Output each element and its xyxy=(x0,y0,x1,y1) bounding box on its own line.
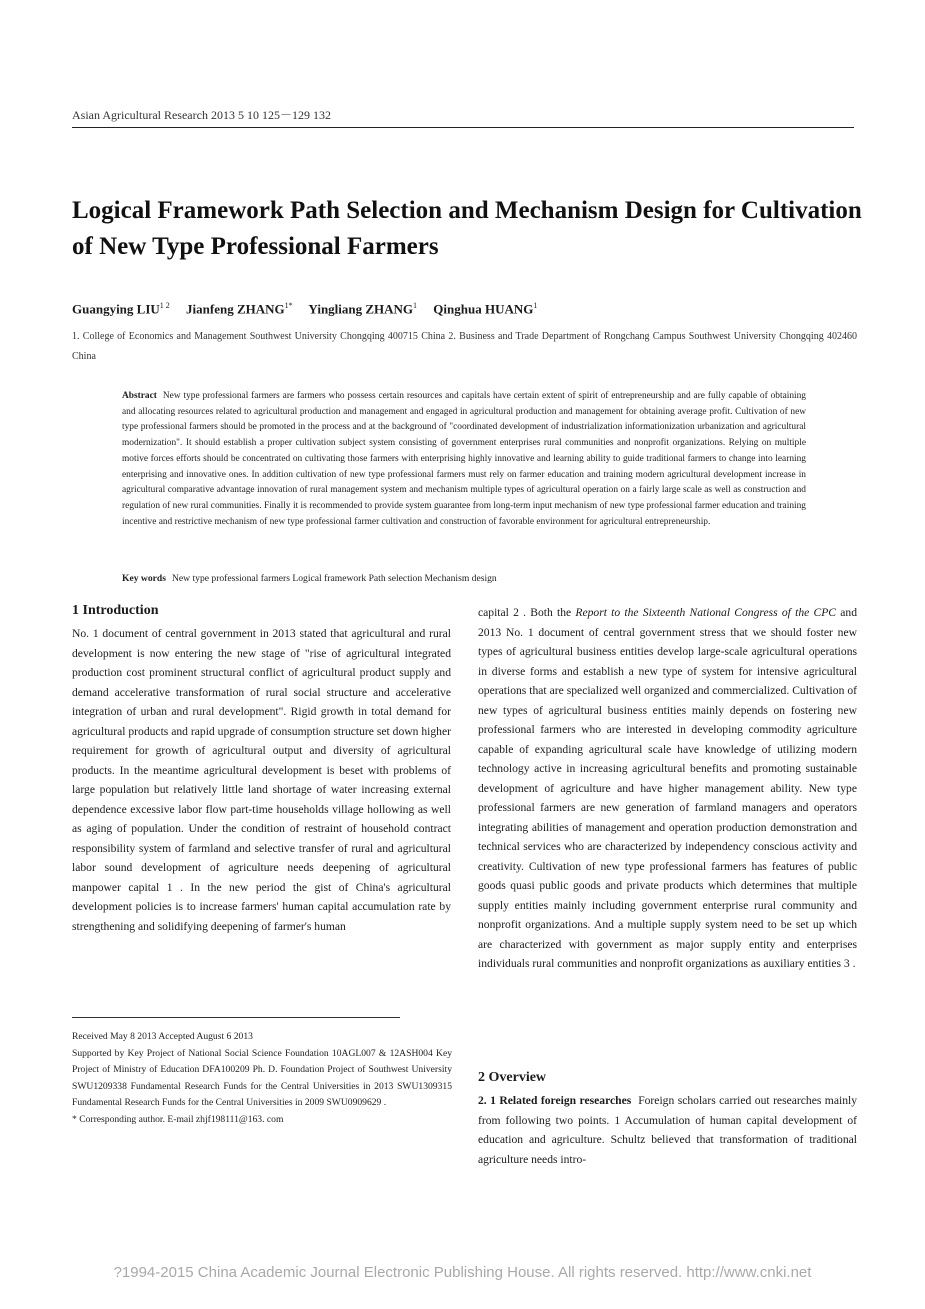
report-title: Report to the Sixteenth National Congress of the CPC xyxy=(575,606,837,619)
author-name: Guangying LIU xyxy=(72,301,160,317)
keywords-label: Key words xyxy=(122,573,166,584)
footnote-rule xyxy=(72,1017,400,1018)
footnotes xyxy=(72,1029,452,1128)
section-heading-introduction: 1 Introduction xyxy=(72,603,159,618)
header-rule xyxy=(72,127,854,128)
column-two-paragraph xyxy=(478,603,857,974)
author-name: Qinghua HUANG xyxy=(433,301,534,317)
abstract-label: Abstract xyxy=(122,391,157,401)
overview-body xyxy=(478,1091,857,1169)
author-affiliation-mark: 1* xyxy=(284,301,293,310)
keywords-text: New type professional farmers Logical framework Path selection Mechanism design xyxy=(171,573,497,584)
running-header: Asian Agricultural Research 2013 5 10 125－129 132 xyxy=(72,108,331,122)
paragraph-start: capital 2 . Both the xyxy=(478,606,572,619)
abstract-text: New type professional farmers are farmers who possess certain resources and capitals have certain extent of spirit of entrepreneurship and are fully capable of obtaining and allocating resources related to agricultural production and management and engaged in agricultural production and management for obtaining average profit. Cultivation of new type professional farmers should be promoted in the process and at the background of "coordinated development of industrialization informationization urbanization and agricultural modernization". It should establish a proper cultivation subject system consisting of government enterprises rural communities and nonprofit organizations. Relying on multiple motive forces efforts should be concentrated on cultivating those farmers with enterprising highly innovative and learning ability to guide traditional farmers to change into learning enterprising and innovative ones. In addition cultivation of new type professional farmers must rely on farmer education and training modern agricultural development increase in agricultural comparative advantage innovation of rural management system and mechanism multiple types of agricultural operation on a fairly large scale as well as construction and regulation of new rural communities. Finally it is recommended to provide system guarantee from long-term input mechanism of new type professional farmer education and training incentive and restrictive mechanism of new type professional farmer cultivation and construction of favorable environment for agricultural entrepreneurship. xyxy=(122,391,806,527)
author-affiliation-mark: 1 xyxy=(533,301,538,310)
author-affiliation-mark: 1 xyxy=(413,301,418,310)
section-heading-overview: 2 Overview xyxy=(478,1070,547,1085)
paragraph-rest: and 2013 No. 1 document of central government stress that we should foster new types of agricultural business entities develop large-scale agricultural operations in diverse forms and establish a new type of system for intensive agricultural operations that are specialized well organized and commercialized. Cultivation of new types of agricultural business entities mainly depends on fostering new professional farmers who are interested in developing commodity agriculture capable of expanding agricultural scale have knowledge of utilizing modern technology active in increasing agricultural benefits and promoting sustainable development of agriculture and have higher management ability. New type professional farmers are new generation of farmland managers and operators integrating abilities of management and operation production demonstration and technical services who are characterized by independency conscious activity and creativity. Cultivation of new type professional farmers has features of public goods quasi public goods and private products which determines that multiple supply entities mainly including government enterprise rural community and nonprofit organizations. And a multiple supply system need to be set up which are characterized with government as major supply entity and enterprises individuals rural communities and nonprofit organizations as auxiliary entities 3 . xyxy=(478,606,857,970)
paper-title: Logical Framework Path Selection and Mechanism Design for Cultivation of New Type Professional Farmers xyxy=(72,197,862,260)
copyright-footer: ?1994-2015 China Academic Journal Electronic Publishing House. All rights reserved. http://www.cnki.net xyxy=(113,1264,812,1281)
author-affiliation-mark: 1 2 xyxy=(159,301,170,310)
abstract xyxy=(122,389,806,530)
author-name: Yingliang ZHANG xyxy=(308,301,414,317)
corresponding-author: * Corresponding author. E-mail zhjf198111@163. com xyxy=(72,1113,284,1125)
subsection-heading: 2. 1 Related foreign researches xyxy=(478,1094,632,1107)
received-dates: Received May 8 2013 Accepted August 6 2013 xyxy=(72,1031,253,1042)
subsection-text: Foreign scholars carried out researches mainly from following two points. 1 Accumulation of human capital development of education and agriculture. Schultz believed that transformation of traditional agriculture needs intro- xyxy=(478,1094,858,1166)
funding-note: Supported by Key Project of National Social Science Foundation 10AGL007 & 12ASH004 Key Project of Ministry of Education DFA100209 Ph. D. Foundation Project of Southwest University SWU1209338 Fundamental Research Funds for the Central Universities in 2013 SWU1309315 Fundamental Research Funds for the Central Universities in 2009 SWU0909629 . xyxy=(72,1047,452,1108)
author-list xyxy=(72,301,862,317)
introduction-body: No. 1 document of central government in 2013 stated that agricultural and rural development is now entering the new stage of "rise of agricultural integrated production cost prominent structural conflict of agricultural product supply and demand accelerative transformation of rural social structure and accelerative integration of urban and rural development". Rigid growth in total demand for agricultural products and rapid upgrade of consumption structure set down higher requirement for growth of agricultural output and diversity of agricultural products. In the meantime agricultural development is beset with problems of large population but relatively little land shortage of water increasing external dependence excessive labor flow part-time households village hollowing as well as aging of population. Under the condition of restraint of household contract responsibility system of farmland and selective transfer of rural and agricultural labor sound development of agriculture needs deepening of agricultural manpower capital 1 . In the new period the gist of China's agricultural development policies is to increase farmers' human capital accumulation rate by strengthening and solidifying deepening of farmer's human xyxy=(72,627,451,933)
author-name: Jianfeng ZHANG xyxy=(186,301,285,317)
affiliations: 1. College of Economics and Management Southwest University Chongqing 400715 China 2. Business and Trade Department of Rongchang Campus Southwest University Chongqing 402460 China xyxy=(72,331,857,362)
keywords xyxy=(122,573,806,584)
